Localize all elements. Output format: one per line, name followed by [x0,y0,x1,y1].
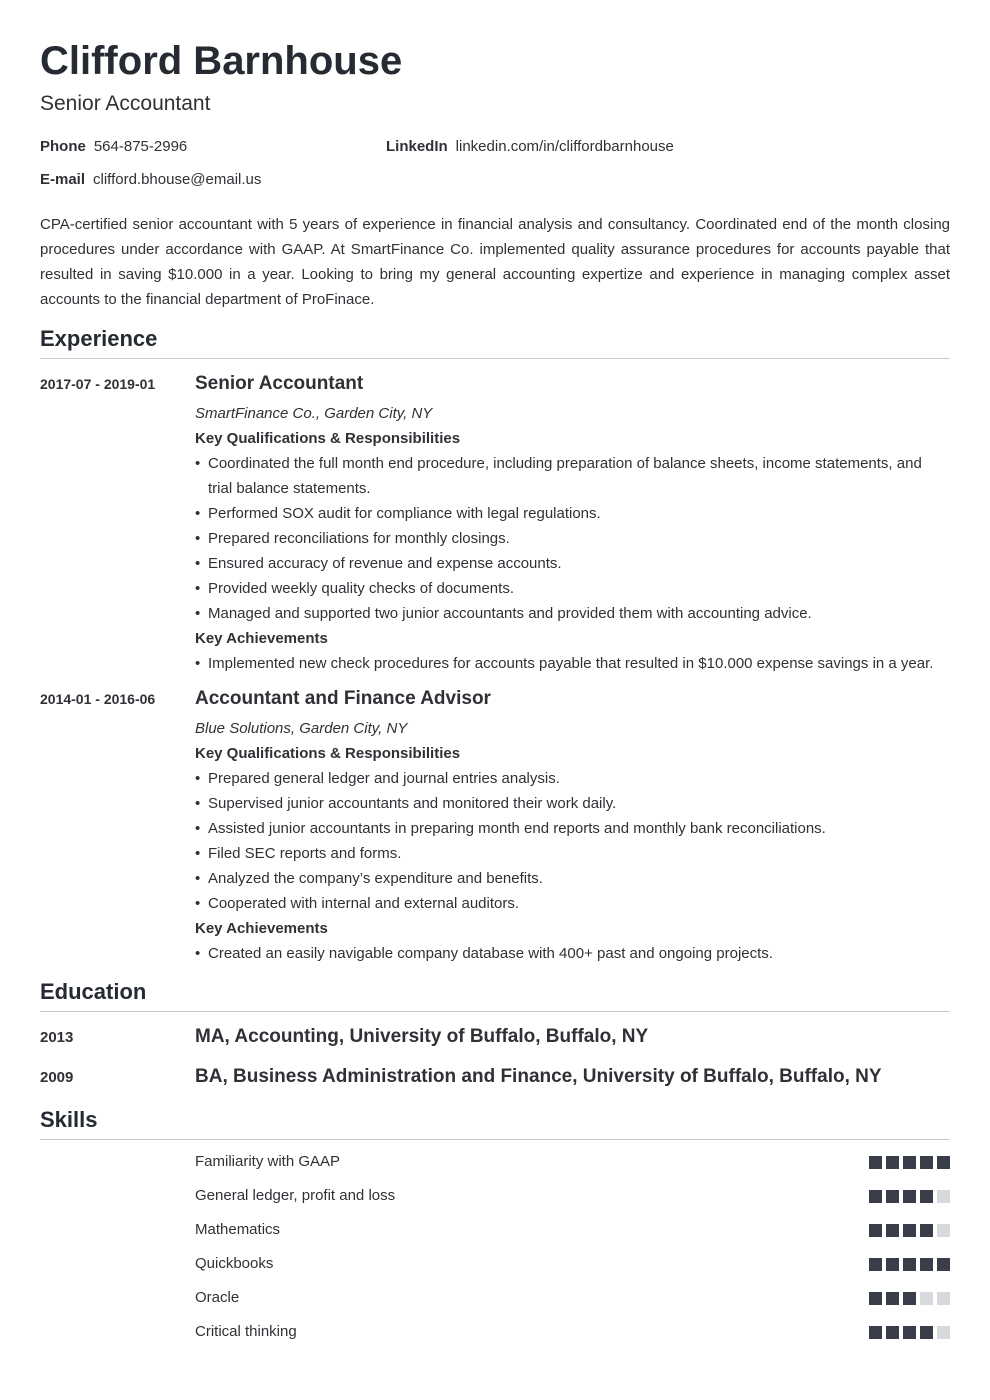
skill-level-filled [886,1292,899,1305]
education-item [40,1064,950,1092]
job-role: Accountant and Finance Advisor [195,688,491,709]
skill-level-empty [920,1292,933,1305]
education-degree: BA, Business Administration and Finance, University of Buffalo, Buffalo, NY [195,1066,882,1087]
skills-heading [40,1107,950,1140]
job-body [195,687,950,966]
skill-level-filled [937,1258,950,1271]
list-item: • Supervised junior accountants and monitored their work daily. [195,791,950,816]
job-role: Senior Accountant [195,373,364,394]
job-company: SmartFinance Co., Garden City, NY [195,405,433,422]
skill-level-filled [903,1190,916,1203]
skill-level-filled [886,1224,899,1237]
list-item: • Cooperated with internal and external auditors. [195,891,950,916]
education-heading [40,979,950,1012]
achievements-heading: Key Achievements [195,920,328,937]
list-item: • Coordinated the full month end procedure, including preparation of balance sheets, income statements, and trial balance statements. [195,451,950,501]
education-year: 2009 [40,1069,74,1086]
skill-level-empty [937,1190,950,1203]
skill-level-filled [920,1224,933,1237]
list-item: • Filed SEC reports and forms. [195,841,950,866]
list-item: • Ensured accuracy of revenue and expense accounts. [195,551,950,576]
job-company: Blue Solutions, Garden City, NY [195,720,408,737]
education-degree: MA, Accounting, University of Buffalo, Buffalo, NY [195,1026,649,1047]
skill-row [195,1252,950,1276]
contact-phone [40,138,187,156]
skill-level-indicator [869,1190,950,1203]
skill-name: Quickbooks [195,1255,274,1272]
skill-level-filled [903,1258,916,1271]
email-label: E-mail [40,171,86,188]
skill-row [195,1218,950,1242]
skill-name: Familiarity with GAAP [195,1153,341,1170]
phone-value: 564-875-2996 [93,138,188,155]
skill-level-filled [903,1224,916,1237]
skill-level-filled [886,1258,899,1271]
skill-row [195,1286,950,1310]
skills-heading-text: Skills [40,1107,98,1132]
skill-level-filled [869,1258,882,1271]
skill-name: General ledger, profit and loss [195,1187,396,1204]
experience-heading-text: Experience [40,326,158,351]
candidate-name: Clifford Barnhouse [40,39,403,83]
skill-level-indicator [869,1326,950,1339]
list-item: • Implemented new check procedures for accounts payable that resulted in $10.000 expense savings in a year. [195,651,950,676]
skill-level-filled [903,1156,916,1169]
skill-level-indicator [869,1156,950,1169]
skill-level-filled [903,1326,916,1339]
skill-level-filled [920,1190,933,1203]
job-dates: 2014-01 - 2016-06 [40,691,156,707]
responsibilities-list [195,451,950,626]
qualifications-heading: Key Qualifications & Responsibilities [195,745,461,762]
skill-level-filled [920,1156,933,1169]
job-body [195,372,950,676]
email-value: clifford.bhouse@email.us [93,171,262,188]
list-item: • Prepared reconciliations for monthly closings. [195,526,950,551]
skill-name: Critical thinking [195,1323,297,1340]
summary-paragraph: CPA-certified senior accountant with 5 years of experience in financial analysis and consultancy. Coordinated end of the month closing procedures under accordance with GAAP. At SmartFinance Co. implemented quality assurance procedures for accounts payable that resulted in saving $10.000 in a year. Looking to bring my general accounting expertize and experience in managing complex asset accounts to the financial department of ProFinace. [40,216,950,308]
skill-level-filled [869,1156,882,1169]
skill-level-empty [937,1292,950,1305]
candidate-title: Senior Accountant [40,92,211,115]
list-item: • Managed and supported two junior accountants and provided them with accounting advice. [195,601,950,626]
skill-level-filled [903,1292,916,1305]
skill-level-empty [937,1326,950,1339]
list-item: • Performed SOX audit for compliance with legal regulations. [195,501,950,526]
list-item: • Provided weekly quality checks of documents. [195,576,950,601]
skill-level-filled [886,1156,899,1169]
list-item: • Created an easily navigable company database with 400+ past and ongoing projects. [195,941,950,966]
skill-level-filled [920,1258,933,1271]
skill-level-filled [886,1326,899,1339]
skill-row [195,1320,950,1344]
linkedin-label: LinkedIn [386,138,448,155]
job-dates: 2017-07 - 2019-01 [40,376,156,392]
achievements-list [195,651,950,676]
skill-level-indicator [869,1292,950,1305]
skill-level-filled [869,1292,882,1305]
list-item: • Analyzed the company’s expenditure and benefits. [195,866,950,891]
skill-level-indicator [869,1224,950,1237]
skill-row [195,1184,950,1208]
contact-email [40,171,261,189]
education-item [40,1024,950,1052]
skill-level-empty [937,1224,950,1237]
phone-label: Phone [40,138,86,155]
achievements-list [195,941,950,966]
skill-level-indicator [869,1258,950,1271]
list-item: • Prepared general ledger and journal entries analysis. [195,766,950,791]
achievements-heading: Key Achievements [195,630,328,647]
education-year: 2013 [40,1029,74,1046]
skill-name: Mathematics [195,1221,281,1238]
skill-level-filled [920,1326,933,1339]
experience-heading [40,326,950,359]
list-item: • Assisted junior accountants in preparing month end reports and monthly bank reconciliations. [195,816,950,841]
responsibilities-list [195,766,950,916]
contact-linkedin [386,138,674,156]
skill-level-filled [869,1224,882,1237]
skill-level-filled [886,1190,899,1203]
skill-level-filled [937,1156,950,1169]
skill-level-filled [869,1326,882,1339]
education-heading-text: Education [40,979,147,1004]
qualifications-heading: Key Qualifications & Responsibilities [195,430,461,447]
skill-row [195,1150,950,1174]
linkedin-value: linkedin.com/in/cliffordbarnhouse [455,138,674,155]
skill-level-filled [869,1190,882,1203]
skill-name: Oracle [195,1289,240,1306]
